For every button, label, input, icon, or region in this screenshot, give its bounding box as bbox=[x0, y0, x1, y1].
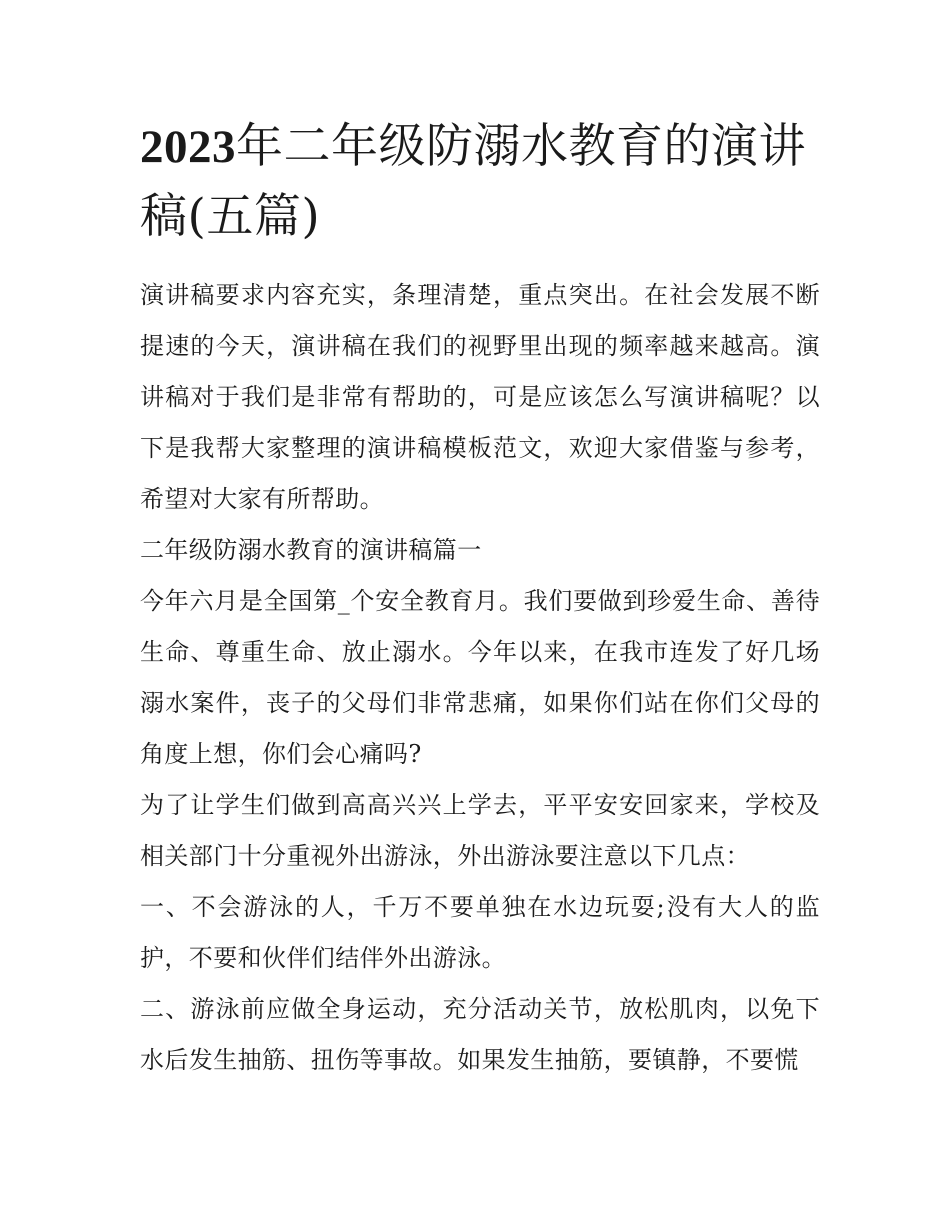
body-paragraph: 为了让学生们做到高高兴兴上学去，平平安安回家来，学校及相关部门十分重视外出游泳，外出游泳要注意以下几点： bbox=[140, 791, 820, 870]
title-year: 2023 bbox=[140, 121, 236, 173]
list-item: 一、不会游泳的人，千万不要单独在水边玩耍;没有大人的监护，不要和伙伴们结伴外出游泳。 bbox=[140, 893, 820, 972]
section-heading: 二年级防溺水教育的演讲稿篇一 bbox=[140, 536, 482, 564]
body-paragraph: 今年六月是全国第_个安全教育月。我们要做到珍爱生命、善待生命、尊重生命、放止溺水。今年以来，在我市连发了好几场溺水案件，丧子的父母们非常悲痛，如果你们站在你们父母的角度上想，你们会心痛吗? bbox=[140, 587, 820, 768]
title-text: 年二年级防溺水教育的演讲稿(五篇) bbox=[140, 119, 806, 244]
document-body bbox=[140, 270, 820, 1086]
document-title bbox=[140, 112, 820, 252]
list-item: 二、游泳前应做全身运动，充分活动关节，放松肌肉，以免下水后发生抽筋、扭伤等事故。如果发生抽筋，要镇静，不要慌 bbox=[140, 995, 820, 1074]
document-page bbox=[140, 112, 820, 1086]
intro-paragraph: 演讲稿要求内容充实，条理清楚，重点突出。在社会发展不断提速的今天，演讲稿在我们的视野里出现的频率越来越高。演讲稿对于我们是非常有帮助的，可是应该怎么写演讲稿呢？以下是我帮大家整理的演讲稿模板范文，欢迎大家借鉴与参考，希望对大家有所帮助。 bbox=[140, 281, 820, 513]
